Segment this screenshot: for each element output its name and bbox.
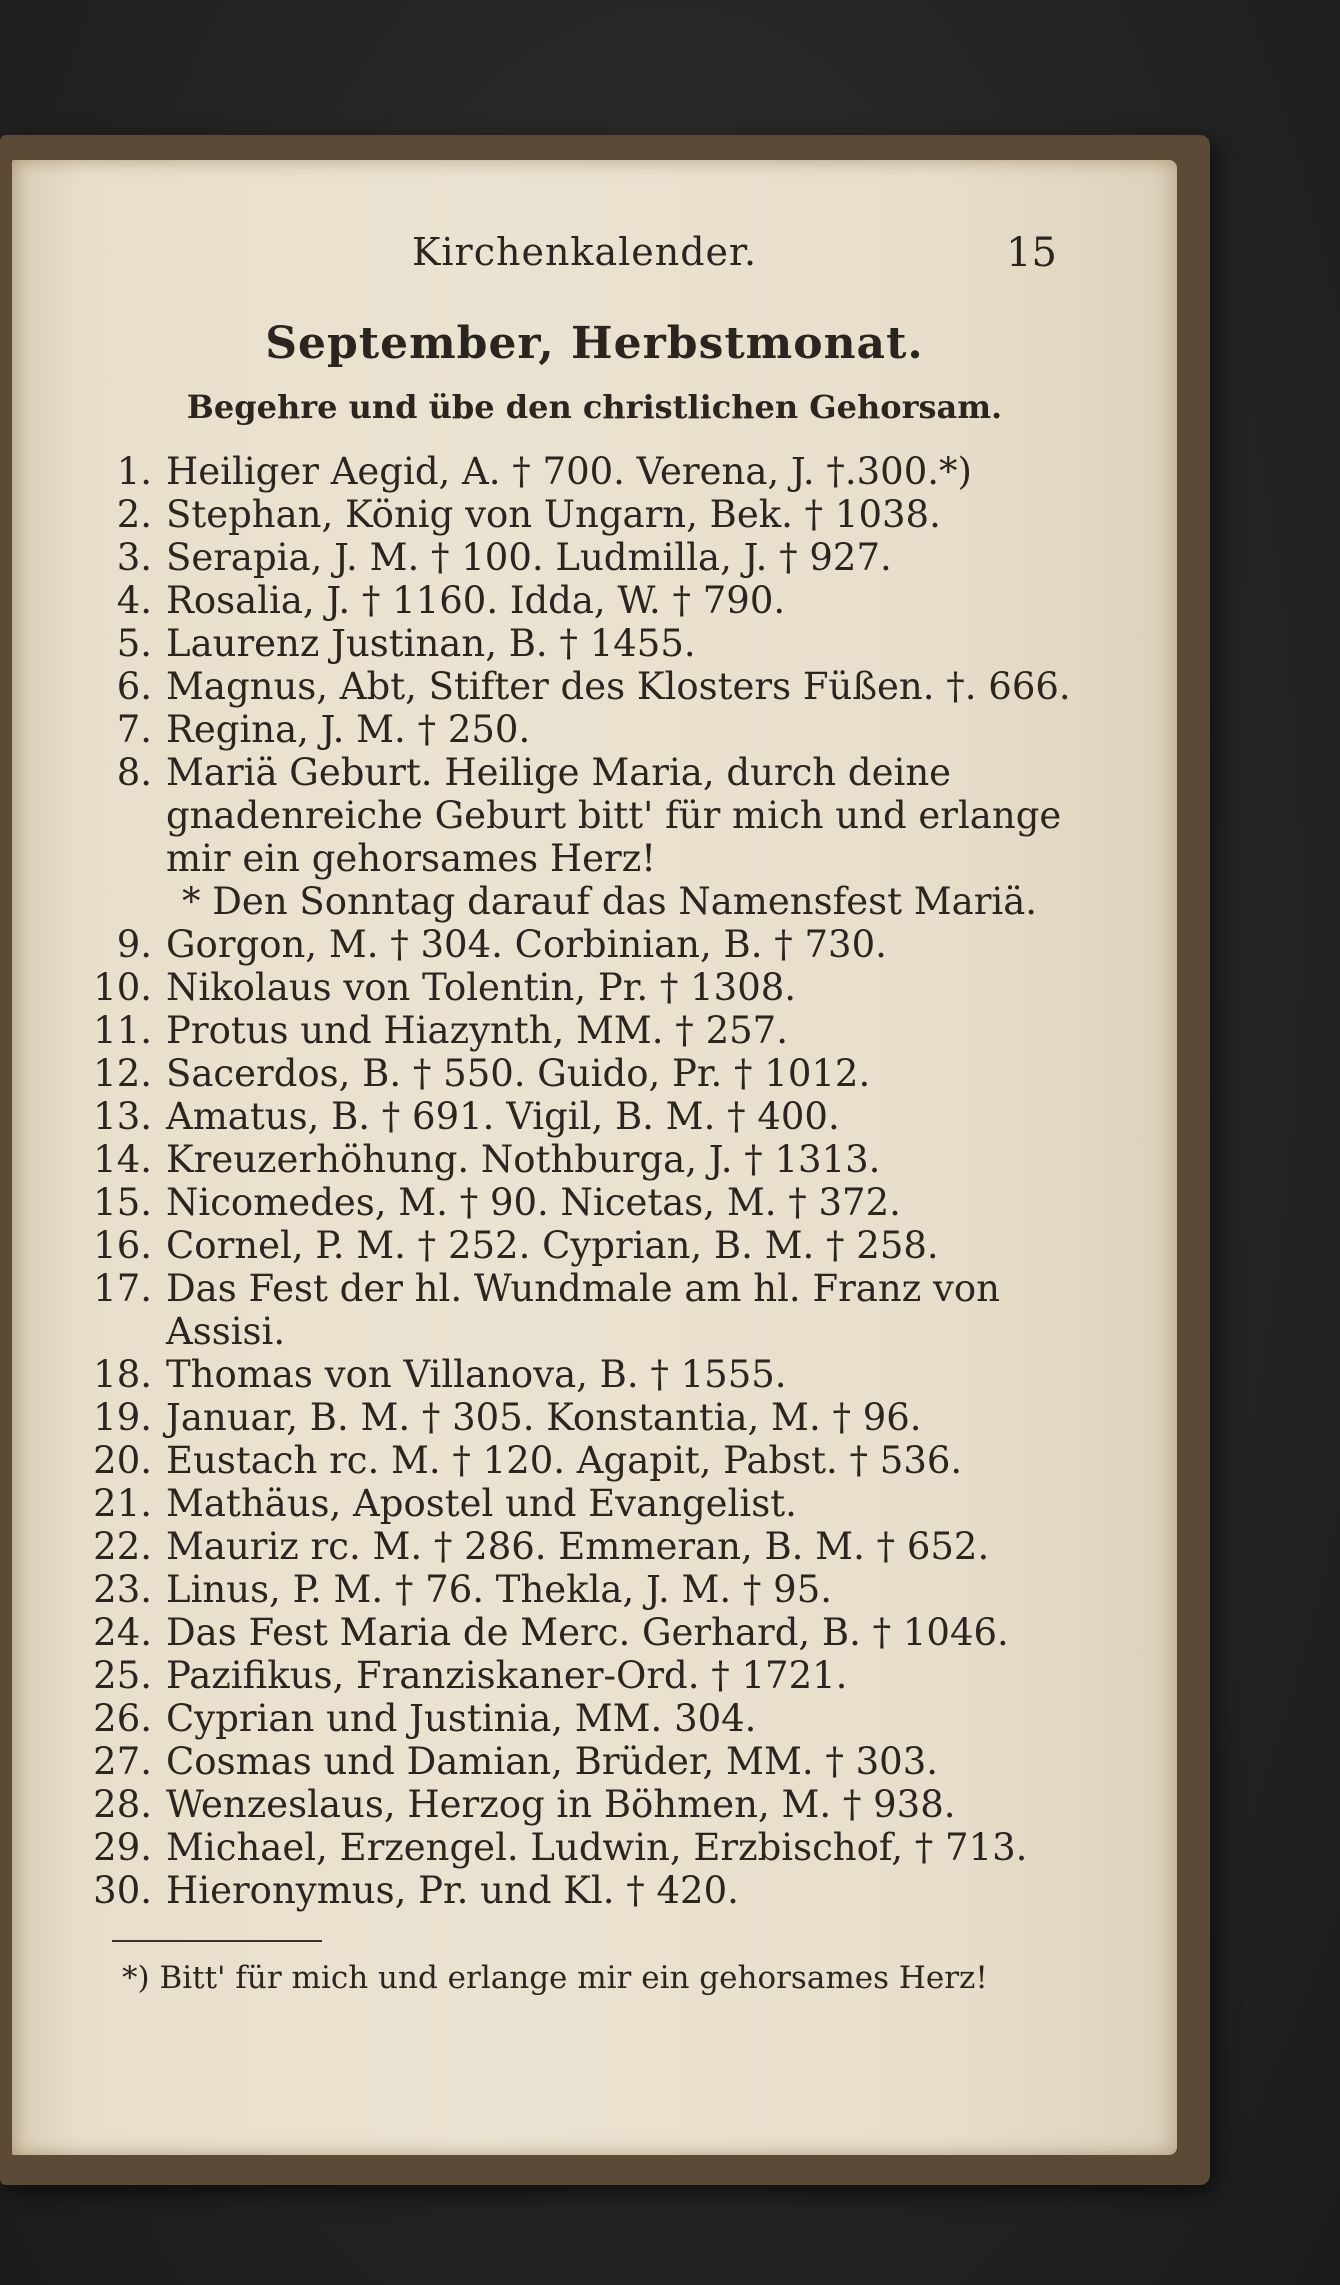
entry-text: Mathäus, Apostel und Evangelist. — [166, 1482, 797, 1525]
day-number: 19. — [93, 1396, 152, 1439]
entry-text: Gorgon, M. † 304. Corbinian, B. † 730. — [166, 923, 887, 966]
entry-text: Cornel, P. M. † 252. Cyprian, B. M. † 258. — [166, 1224, 939, 1267]
entry-text: Das Fest der hl. Wundmale am hl. Franz von — [166, 1267, 1000, 1310]
calendar-entry — [72, 751, 1122, 794]
entry-text: Mauriz rc. M. † 286. Emmeran, B. M. † 652. — [166, 1525, 990, 1568]
entry-text: Pazifikus, Franziskaner-Ord. † 1721. — [166, 1654, 848, 1697]
entry-text: Hieronymus, Pr. und Kl. † 420. — [166, 1869, 739, 1912]
calendar-entry — [72, 622, 1122, 665]
footnote: *) Bitt' für mich und erlange mir ein gehorsames Herz! — [122, 1960, 988, 1996]
entry-text: Cyprian und Justinia, MM. 304. — [166, 1697, 757, 1740]
calendar-entry — [72, 1138, 1122, 1181]
calendar-entry — [72, 665, 1122, 708]
day-number: 10. — [93, 966, 152, 1009]
entry-text: Laurenz Justinan, B. † 1455. — [166, 622, 696, 665]
day-number: 1. — [116, 450, 152, 493]
entry-text: Michael, Erzengel. Ludwin, Erzbischof, † 713. — [166, 1826, 1028, 1869]
month-motto: Begehre und übe den christlichen Gehorsam. — [186, 388, 1003, 426]
entry-continuation: mir ein gehorsames Herz! — [166, 837, 657, 880]
calendar-entry — [72, 1611, 1122, 1654]
running-head-title: Kirchenkalender. — [412, 230, 758, 274]
entry-text: Nicomedes, M. † 90. Nicetas, M. † 372. — [166, 1181, 901, 1224]
day-number: 18. — [93, 1353, 152, 1396]
entry-text: Sacerdos, B. † 550. Guido, Pr. † 1012. — [166, 1052, 871, 1095]
day-number: 22. — [93, 1525, 152, 1568]
day-number: 16. — [93, 1224, 152, 1267]
entry-text: Protus und Hiazynth, MM. † 257. — [166, 1009, 788, 1052]
running-head — [12, 230, 1177, 290]
calendar-entry — [72, 1740, 1122, 1783]
calendar-entry — [72, 1826, 1122, 1869]
day-number: 25. — [93, 1654, 152, 1697]
calendar-entry — [72, 1869, 1122, 1912]
day-number: 8. — [116, 751, 152, 794]
day-number: 7. — [116, 708, 152, 751]
entry-continuation: Assisi. — [166, 1310, 286, 1353]
day-number: 29. — [93, 1826, 152, 1869]
calendar-entry — [72, 1396, 1122, 1439]
calendar-entry — [72, 450, 1122, 493]
day-number: 11. — [93, 1009, 152, 1052]
day-number: 20. — [93, 1439, 152, 1482]
page-number: 15 — [1006, 230, 1057, 276]
day-number: 4. — [116, 579, 152, 622]
day-number: 9. — [116, 923, 152, 966]
calendar-entry — [72, 923, 1122, 966]
footnote-rule — [112, 1940, 322, 1942]
day-number: 23. — [93, 1568, 152, 1611]
calendar-entry — [72, 1482, 1122, 1525]
entry-text: Wenzeslaus, Herzog in Böhmen, M. † 938. — [166, 1783, 956, 1826]
calendar-entry — [72, 1568, 1122, 1611]
day-number: 12. — [93, 1052, 152, 1095]
calendar-entry — [72, 1783, 1122, 1826]
day-number: 24. — [93, 1611, 152, 1654]
entry-text: Eustach rc. M. † 120. Agapit, Pabst. † 536. — [166, 1439, 963, 1482]
calendar-entry — [72, 1095, 1122, 1138]
day-number: 6. — [116, 665, 152, 708]
calendar-entry — [72, 1353, 1122, 1396]
calendar-entry — [72, 1224, 1122, 1267]
entry-text: Kreuzerhöhung. Nothburga, J. † 1313. — [166, 1138, 881, 1181]
entry-text: Serapia, J. M. † 100. Ludmilla, J. † 927. — [166, 536, 892, 579]
calendar-entry — [72, 1439, 1122, 1482]
day-number: 28. — [93, 1783, 152, 1826]
calendar-entries — [72, 450, 1122, 1912]
entry-continuation: gnadenreiche Geburt bitt' für mich und erlange — [166, 794, 1062, 837]
day-number: 13. — [93, 1095, 152, 1138]
calendar-entry — [72, 1525, 1122, 1568]
calendar-entry — [72, 708, 1122, 751]
entry-text: Rosalia, J. † 1160. Idda, W. † 790. — [166, 579, 786, 622]
calendar-entry — [72, 1181, 1122, 1224]
entry-text: Heiliger Aegid, A. † 700. Verena, J. †.300.*) — [166, 450, 972, 493]
day-number: 30. — [93, 1869, 152, 1912]
day-number: 26. — [93, 1697, 152, 1740]
entry-text: Mariä Geburt. Heilige Maria, durch deine — [166, 751, 952, 794]
calendar-entry — [72, 1267, 1122, 1310]
day-number: 14. — [93, 1138, 152, 1181]
entry-text: Regina, J. M. † 250. — [166, 708, 531, 751]
calendar-entry — [72, 1654, 1122, 1697]
entry-note: * Den Sonntag darauf das Namensfest Mariä. — [182, 880, 1038, 923]
day-number: 17. — [93, 1267, 152, 1310]
day-number: 5. — [116, 622, 152, 665]
month-title: September, Herbstmonat. — [265, 318, 924, 369]
calendar-entry — [72, 1009, 1122, 1052]
day-number: 15. — [93, 1181, 152, 1224]
calendar-entry — [72, 493, 1122, 536]
entry-text: Linus, P. M. † 76. Thekla, J. M. † 95. — [166, 1568, 832, 1611]
book-page — [12, 160, 1177, 2155]
calendar-entry — [72, 966, 1122, 1009]
entry-text: Nikolaus von Tolentin, Pr. † 1308. — [166, 966, 797, 1009]
entry-text: Cosmas und Damian, Brüder, MM. † 303. — [166, 1740, 938, 1783]
entry-text: Thomas von Villanova, B. † 1555. — [166, 1353, 787, 1396]
entry-text: Magnus, Abt, Stifter des Klosters Füßen. †. 666. — [166, 665, 1071, 708]
calendar-entry — [72, 1697, 1122, 1740]
entry-text: Das Fest Maria de Merc. Gerhard, B. † 1046. — [166, 1611, 1009, 1654]
calendar-entry — [72, 536, 1122, 579]
day-number: 21. — [93, 1482, 152, 1525]
day-number: 27. — [93, 1740, 152, 1783]
entry-text: Januar, B. M. † 305. Konstantia, M. † 96. — [166, 1396, 922, 1439]
day-number: 3. — [116, 536, 152, 579]
entry-text: Stephan, König von Ungarn, Bek. † 1038. — [166, 493, 941, 536]
day-number: 2. — [116, 493, 152, 536]
entry-text: Amatus, B. † 691. Vigil, B. M. † 400. — [166, 1095, 840, 1138]
calendar-entry — [72, 1052, 1122, 1095]
calendar-entry — [72, 579, 1122, 622]
